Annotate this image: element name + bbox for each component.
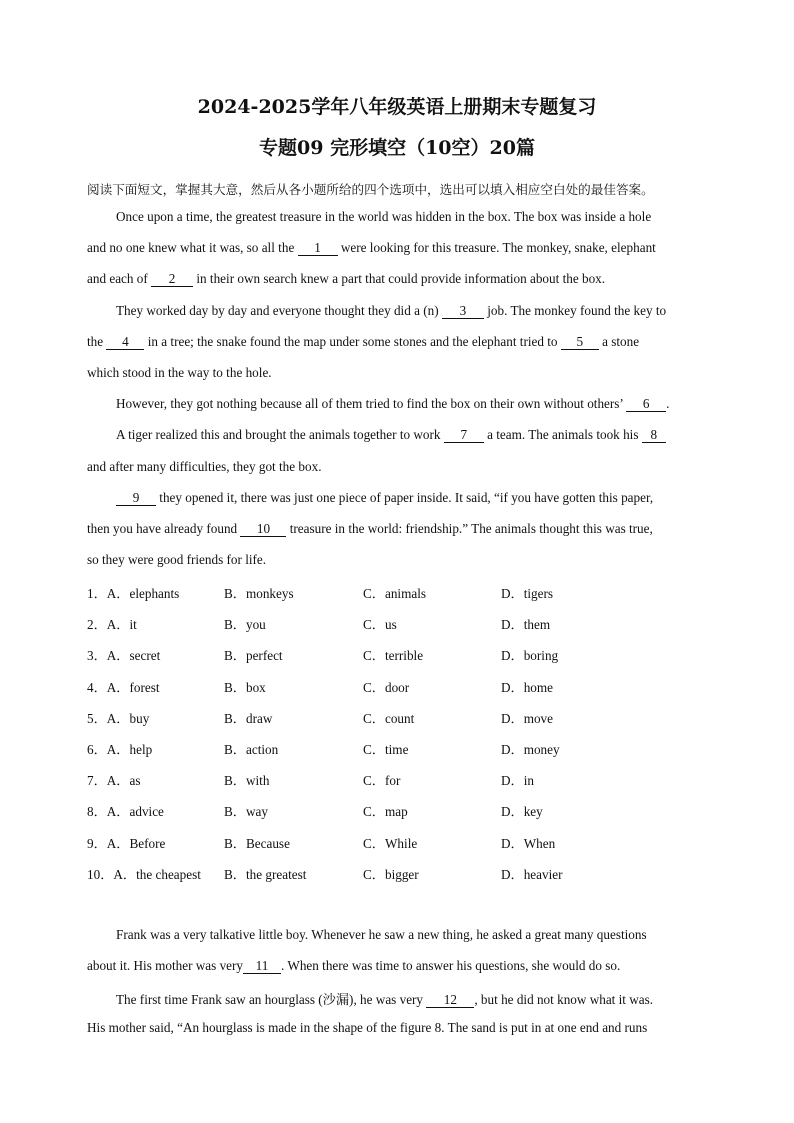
option-text: advice — [129, 804, 164, 819]
passage2-line: The first time Frank saw an hourglass (沙漏), he was very 12 , but he did not know what it was. — [116, 992, 654, 1007]
passage2-line: His mother said, “An hourglass is made in the shape of the figure 8. The sand is put in at one end and runs — [87, 1020, 648, 1035]
question-number: 6．A． — [87, 742, 130, 757]
blank-6: 6 — [626, 397, 666, 412]
option-b: B．the greatest — [224, 867, 307, 882]
option-text: as — [129, 773, 141, 788]
option-d: D．money — [501, 742, 560, 757]
question-number: 3．A． — [87, 648, 130, 663]
option-d: D．tigers — [501, 586, 554, 601]
option-a — [87, 770, 141, 789]
passage1-line: then you have already found 10 treasure in the world: friendship.” The animals thought this was true, — [87, 521, 653, 536]
option-b: B．Because — [224, 836, 290, 851]
option-d: D．home — [501, 680, 554, 695]
option-a — [87, 583, 179, 602]
blank-2: 2 — [151, 272, 193, 287]
instruction-text: 阅读下面短文，掌握其大意，然后从各小题所给的四个选项中，选出可以填入相应空白处的最佳答案。 — [87, 182, 654, 197]
option-c: C．While — [363, 836, 418, 851]
option-a — [87, 708, 149, 727]
option-b: B．draw — [224, 711, 273, 726]
option-d: D．boring — [501, 648, 559, 663]
option-b: B．with — [224, 773, 270, 788]
option-d: D．move — [501, 711, 554, 726]
passage2-line: Frank was a very talkative little boy. Whenever he saw a new thing, he asked a great many questions — [116, 927, 647, 942]
blank-5: 5 — [561, 335, 599, 350]
passage1-line: which stood in the way to the hole. — [87, 365, 272, 380]
option-text: secret — [129, 648, 161, 663]
document-title: 2024-2025学年八年级英语上册期末专题复习 — [197, 96, 597, 118]
question-number: 10．A． — [87, 867, 137, 882]
option-text: buy — [129, 711, 150, 726]
option-b: B．monkeys — [224, 586, 294, 601]
option-d: D．in — [501, 773, 534, 788]
blank-11: 11 — [243, 959, 281, 974]
option-text: forest — [129, 680, 160, 695]
option-text: elephants — [129, 586, 180, 601]
question-number: 8．A． — [87, 804, 130, 819]
option-c: C．map — [363, 804, 408, 819]
option-c: C．door — [363, 680, 410, 695]
question-number: 5．A． — [87, 711, 130, 726]
option-d: D．key — [501, 804, 543, 819]
option-a — [87, 864, 201, 883]
passage1-line: They worked day by day and everyone thought they did a (n) 3 job. The monkey found the key to — [116, 303, 667, 318]
document-subtitle: 专题09 完形填空（10空）20篇 — [259, 137, 535, 159]
option-b: B．way — [224, 804, 268, 819]
blank-8: 8 — [642, 428, 666, 443]
question-number: 9．A． — [87, 836, 130, 851]
blank-1: 1 — [298, 241, 338, 256]
option-c: C．count — [363, 711, 415, 726]
question-number: 7．A． — [87, 773, 130, 788]
option-a — [87, 645, 160, 664]
option-a — [87, 614, 137, 633]
question-number: 1．A． — [87, 586, 130, 601]
passage1-line: and each of 2 in their own search knew a part that could provide information about the box. — [87, 271, 606, 286]
option-text: the cheapest — [136, 867, 201, 882]
blank-9: 9 — [116, 491, 156, 506]
question-number: 4．A． — [87, 680, 130, 695]
passage1-line: A tiger realized this and brought the animals together to work 7 a team. The animals took his 8 — [116, 427, 666, 443]
option-c: C．terrible — [363, 648, 424, 663]
blank-12: 12 — [426, 993, 474, 1008]
option-text: it — [129, 617, 137, 632]
option-b: B．action — [224, 742, 279, 757]
passage1-line: the 4 in a tree; the snake found the map under some stones and the elephant tried to 5 a stone — [87, 334, 640, 349]
blank-3: 3 — [442, 304, 484, 319]
option-b: B．you — [224, 617, 266, 632]
option-c: C．for — [363, 773, 401, 788]
option-b: B．perfect — [224, 648, 283, 663]
option-text: help — [129, 742, 153, 757]
blank-4: 4 — [106, 335, 144, 350]
passage1-line: and no one knew what it was, so all the 1 were looking for this treasure. The monkey, snake, elephant — [87, 240, 656, 255]
option-a — [87, 739, 152, 758]
option-a — [87, 677, 160, 696]
passage1-line: However, they got nothing because all of them tried to find the box on their own without others’ 6 . — [116, 396, 670, 411]
question-number: 2．A． — [87, 617, 130, 632]
option-c: C．us — [363, 617, 397, 632]
option-d: D．them — [501, 617, 551, 632]
option-d: D．heavier — [501, 867, 563, 882]
option-a — [87, 833, 165, 852]
option-text: Before — [129, 836, 166, 851]
passage1-line: Once upon a time, the greatest treasure in the world was hidden in the box. The box was inside a hole — [116, 209, 652, 224]
option-a — [87, 801, 164, 820]
option-c: C．bigger — [363, 867, 419, 882]
option-d: D．When — [501, 836, 556, 851]
passage1-line: 9 they opened it, there was just one piece of paper inside. It said, “if you have gotten this paper, — [116, 490, 653, 506]
passage2-line: about it. His mother was very 11 . When there was time to answer his questions, she would do so. — [87, 958, 621, 973]
option-b: B．box — [224, 680, 266, 695]
option-c: C．time — [363, 742, 409, 757]
passage1-line: so they were good friends for life. — [87, 552, 267, 567]
blank-7: 7 — [444, 428, 484, 443]
passage1-line: and after many difficulties, they got the box. — [87, 459, 322, 474]
blank-10: 10 — [240, 522, 286, 537]
option-c: C．animals — [363, 586, 427, 601]
